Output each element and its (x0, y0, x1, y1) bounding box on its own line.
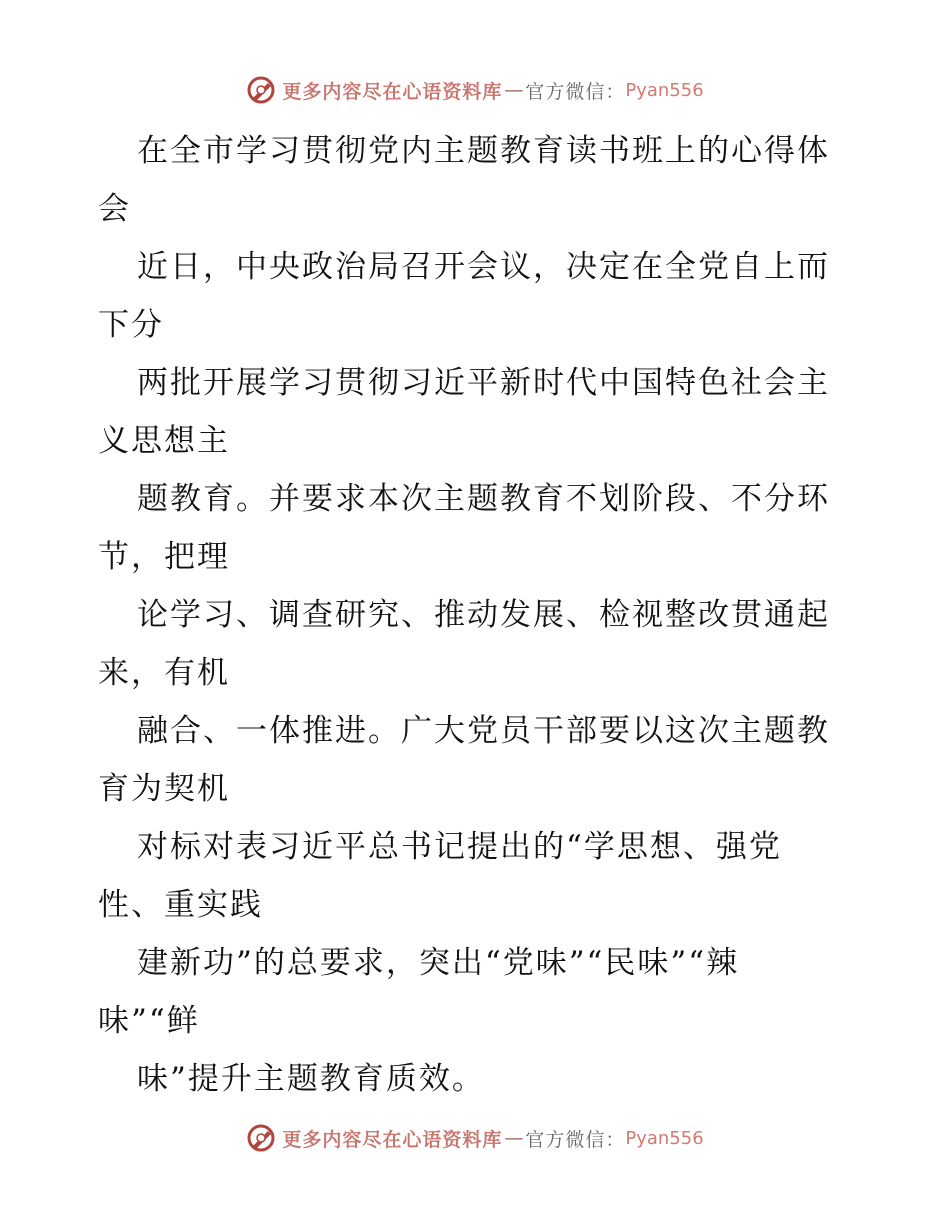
brush-logo-icon (246, 75, 276, 105)
paragraph-line: 下分 (98, 307, 164, 343)
paragraph-line: 节，把理 (98, 539, 230, 575)
paragraph-line: 建新功”的总要求，突出“党味”“民味”“辣 (137, 945, 740, 981)
paragraph-line: 近日，中央政治局召开会议，决定在全党自上而 (137, 249, 830, 285)
paragraph-line: 来，有机 (98, 655, 230, 691)
footer-watermark (0, 1118, 950, 1158)
watermark-separator: — (504, 79, 524, 101)
watermark-wechat-id: Pyan556 (625, 1127, 704, 1149)
paragraph-line: 对标对表习近平总书记提出的“学思想、强党 (137, 829, 782, 865)
document-title-line: 会 (98, 191, 131, 227)
paragraph-line: 育为契机 (98, 771, 230, 807)
paragraph-line: 味”“鲜 (98, 1003, 200, 1039)
paragraph-line: 融合、一体推进。广大党员干部要以这次主题教 (137, 713, 830, 749)
paragraph-line: 两批开展学习贯彻习近平新时代中国特色社会主 (137, 365, 830, 401)
paragraph-line: 题教育。并要求本次主题教育不划阶段、不分环 (137, 481, 830, 517)
watermark-wechat-id: Pyan556 (625, 79, 704, 101)
document-body (98, 122, 858, 1108)
paragraph-line: 味”提升主题教育质效。 (137, 1061, 485, 1097)
brush-logo-icon (246, 1123, 276, 1153)
watermark-text: 更多内容尽在心语资料库 (282, 1128, 503, 1151)
watermark-separator: — (504, 1127, 524, 1149)
paragraph-line: 义思想主 (98, 423, 230, 459)
header-watermark (0, 70, 950, 110)
watermark-wechat-label: 官方微信： (525, 1128, 626, 1151)
paragraph-line: 性、重实践 (98, 887, 263, 923)
paragraph-line: 论学习、调查研究、推动发展、检视整改贯通起 (137, 597, 830, 633)
watermark-text: 更多内容尽在心语资料库 (282, 80, 503, 103)
watermark-wechat-label: 官方微信： (525, 80, 626, 103)
document-title-line: 在全市学习贯彻党内主题教育读书班上的心得体 (137, 133, 830, 169)
